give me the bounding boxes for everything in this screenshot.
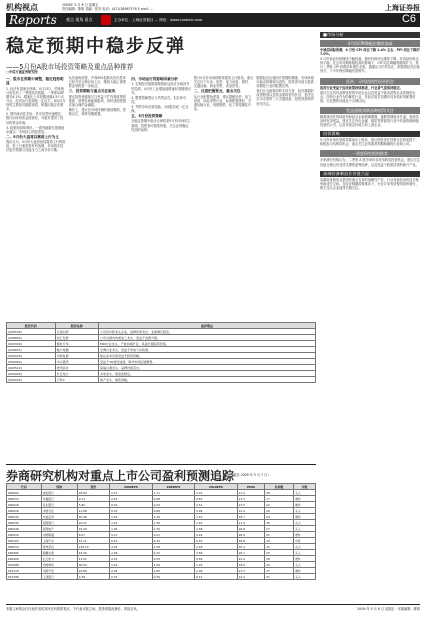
table-cell: 600900 (7, 556, 42, 562)
table-cell: 601088 (7, 562, 42, 568)
table-cell: 增持 (294, 502, 316, 508)
table-cell: 0.36 (152, 574, 195, 580)
article-column (256, 76, 316, 320)
section-heading: 三、投资策略与重点关注板块 (68, 89, 116, 94)
table-cell: 24.40 (77, 526, 109, 532)
table-cell: 0.86 (152, 508, 195, 514)
table-cell: 格力电器 (55, 347, 98, 353)
table-cell: 0.33 (110, 508, 153, 514)
table-cell: 1.71 (152, 490, 195, 496)
table-header-cell: 2008EPS (110, 484, 153, 490)
table-cell: 4.03 (110, 544, 153, 550)
table-cell: 600048 (7, 526, 42, 532)
table-cell: 600036 (7, 520, 42, 526)
table-cell: 6.07 (77, 532, 109, 538)
table-cell: 2.32 (152, 550, 195, 556)
table-cell: 600030 (7, 514, 42, 520)
table-header-cell: 股票名称 (55, 323, 98, 329)
page-subtitle: ——5月份A股市场投资策略及重点品种推荐 (6, 63, 134, 71)
box3-title: 受益通胀预期品种值得关注 (320, 107, 420, 114)
table-cell: 0.45 (110, 556, 153, 562)
paragraph: 1. 经济有望逐步回暖。4月13日，国家统计局发布了一季度经济数据。一季度GDP增长6.1%，增速比上年同期回落4.5个百分点。经济运行虽面临一定压力，但从3月份的主要经济数据来看，积极因素正在增多。 (6, 86, 66, 112)
table-cell: MDI行业龙头，产能持续扩张，具备长期投资价值。 (99, 341, 316, 347)
table-cell: 139.10 (77, 544, 109, 550)
tracking-row (7, 574, 316, 580)
masthead-strip (6, 3, 420, 11)
table-header-cell: 推荐理由 (99, 323, 316, 329)
column-name: 机构视点 (6, 2, 38, 12)
box3-text: 随着流动性持续宽松和经济企稳预期增强，通胀预期逐步升温，资源类品种有望受益。建议关注有色金属、煤炭等资源类行业中具备资源储备优势的公司，以及具备定价能力的上游企业。 (320, 114, 419, 128)
box1-title: 4月份CPI降幅在继续加深 (320, 40, 420, 47)
paragraph: 1. 宏观经济数据将继续验证经济企稳回升的趋势。4月份工业增加值增速有望继续回升。 (131, 82, 191, 95)
table-cell: 买入 (294, 526, 316, 532)
tracking-table (6, 483, 316, 580)
table-cell: 0.10 (110, 538, 153, 544)
table-cell: 1.69 (152, 562, 195, 568)
table-cell: 万科A (55, 377, 98, 383)
table-cell: 22 (265, 502, 294, 508)
box5-text: 多家研究机构认为，二季度 A 股市场仍存在结构性投资机会，建议关注估值合理且有业绩支撑的蓝筹品种，以及受益于政策扶持的新兴产业。 (320, 158, 420, 167)
section-heading: 五、5月份投资策略 (131, 114, 163, 119)
table-cell: 600585 (7, 550, 42, 556)
byline: □中信万通证券研究所 (6, 70, 38, 74)
table-cell: 高端白酒龙头，品牌价值突出。 (99, 365, 316, 371)
table-cell: 9.14 (77, 496, 109, 502)
paragraph: 建议投资者继续关注受益于扩内需政策的基建、消费及新能源板块，同时适度配置估值合理的金融股。 (68, 94, 126, 107)
table-cell: 44.86 (77, 568, 109, 574)
table-cell: 11.0 (237, 490, 265, 496)
tracking-title: 券商研究机构对重点上市公司盈利预测追踪 (6, 469, 235, 483)
picks-table-wrap (6, 322, 316, 460)
table-cell: 2.06 (195, 568, 238, 574)
box2-intro: 医药行业受益于医改政策持续推进，行业景气度保持稳定。 (320, 85, 403, 90)
table-cell: 0.55 (195, 538, 238, 544)
table-cell: 0.52 (195, 502, 238, 508)
table-cell: 600519 (7, 544, 42, 550)
table-cell: 0.09 (110, 568, 153, 574)
table-cell: 27 (265, 526, 294, 532)
box1-intro: 中诚信国际预测，4 月份 CPI 同比下降 1.4% 左右，PPI 同比下降约 7.0%。 (320, 48, 420, 57)
box2-text: 建议关注具有品牌优势的中药企业以及受益于基本药物目录的制药企业。医药行业作为防御性行业，在经济复苏初期仍具有较好的配置价值，行业整体估值处于合理区间。 (320, 90, 416, 103)
table-header-cell: 评级 (294, 484, 316, 490)
paragraph: 我们认为，5月份大盘将延续震荡上行的格局，但上行速度将有所放缓，市场将在经济复苏预期与估值压力之间寻求平衡。 (6, 140, 66, 153)
table-cell: 0.13 (110, 532, 153, 538)
table-cell: 11.08 (77, 508, 109, 514)
table-cell: 4.58 (152, 544, 195, 550)
table-cell: 30.4 (237, 544, 265, 550)
sidebar-section-title: ■市场分析 (320, 32, 420, 38)
editor-line: 责任编辑：陈明 美编：张杰 电话：(021)38967576 E-mail: ... (62, 7, 153, 11)
footer-text: 本版文章观点仅代表作者或其所在机构的观点，不代表本报立场。投资者据此操作，风险自负。 (6, 607, 140, 611)
footer-rule (6, 604, 420, 605)
table-cell: 12.2 (237, 574, 265, 580)
table-cell: 42.09 (77, 550, 109, 556)
table-cell: 1.36 (152, 514, 195, 520)
table-cell: 公司是中药龙头企业，品牌优势突出，业绩增长稳定。 (99, 329, 316, 335)
issue-info: 2009年 5 月 8 日 星期五 (62, 3, 99, 7)
table-cell: 1.43 (110, 514, 153, 520)
table-cell: (000651) (7, 347, 56, 353)
table-cell: 31 (265, 574, 294, 580)
logo-icon (101, 15, 111, 25)
table-cell: 13.5 (237, 502, 265, 508)
paragraph: 3. 外围市场走势趋稳，对A股形成一定支撑。 (131, 104, 189, 113)
table-cell: 18.8 (237, 526, 265, 532)
table-cell: (600519) (7, 365, 56, 371)
table-cell: 18.7 (237, 514, 265, 520)
table-cell: 28.8 (237, 538, 265, 544)
section-heading: 四、市场运行的影响因素分析 (131, 77, 178, 81)
table-cell: 贵州茅台 (55, 365, 98, 371)
table-cell: 600015 (7, 496, 42, 502)
table-cell: 18.84 (77, 490, 109, 496)
table-cell: 18.0 (237, 562, 265, 568)
paragraph: 2. 国内流动性充裕。货币信贷快速增长，银行间市场资金面宽松，为股市提供了较好的资金环境。 (6, 112, 65, 125)
tracking-divider (6, 464, 316, 465)
table-cell: 买入 (294, 562, 316, 568)
table-header-cell: PE09 (237, 484, 265, 490)
table-cell: 1.52 (195, 514, 238, 520)
table-header-cell: 股票代码 (7, 323, 56, 329)
table-cell: 上海汽车 (41, 538, 77, 544)
page-title: 稳定预期中稳步反弹 (6, 36, 186, 57)
table-cell: 16.22 (77, 520, 109, 526)
paragraph: 从行业配置角度看，建议超配医药、电力设备、商业零售行业，标准配置建材、交通运输行业，低配钢铁、化工等周期性行业。 (193, 94, 252, 111)
table-cell: 0.42 (110, 502, 153, 508)
table-cell: 增持 (294, 496, 316, 502)
table-cell: 32 (265, 544, 294, 550)
table-cell: 0.21 (152, 532, 195, 538)
table-cell: 水电龙头，现金流稳定。 (99, 371, 316, 377)
box6-text: 高端装备制造业是国家重点支持的战略性产业，行业具备较高的技术壁垒和成长空间。在经济刺激政策推动下，行业订单有望保持较快增长，相关龙头企业值得长期关注。 (320, 177, 419, 190)
paper-name: 上海证券报 (385, 3, 420, 12)
table-cell: 增持 (294, 514, 316, 520)
table-cell: (000895) (7, 335, 56, 341)
table-cell: 中国神华 (41, 562, 77, 568)
table-cell: 25.48 (77, 514, 109, 520)
table-cell: 0.42 (152, 538, 195, 544)
headline-area (6, 32, 306, 71)
table-cell: 公司为国内肉类加工龙头，受益于消费升级。 (99, 335, 316, 341)
table-cell: 增持 (294, 556, 316, 562)
box1-text: 4 月份食品价格继续小幅回落，猪肉价格环比继续下降，非食品价格走势平稳。在去年同期基数较高的影响下，CPI 同比降幅将继续扩大。预计二季度 CPI 将维持负增长态势，通缩压力仍然存在，但随着经济企稳回升，下半年物价降幅有望收窄。 (320, 57, 420, 74)
table-cell: (600026) (7, 353, 56, 359)
table-header-cell: 股价 (77, 484, 109, 490)
paragraph: 随着经济企稳回升预期的增强，市场风格可能由防御转向进攻，投资者可适当提高周期性行业的配置比例。 (256, 76, 314, 89)
table-cell: 增持 (294, 568, 316, 574)
table-cell: 1.93 (195, 562, 238, 568)
table-cell: 中国联通 (41, 532, 77, 538)
table-cell: 600000 (7, 490, 42, 496)
section-bar (6, 13, 420, 27)
table-cell: 27 (265, 568, 294, 574)
table-cell: 海螺水泥 (41, 550, 77, 556)
pick-row (7, 377, 316, 383)
table-cell: 烟台万华 (55, 341, 98, 347)
table-cell: 受益于3G建设加速，海外市场拓展顺利。 (99, 359, 316, 365)
table-cell: 0.26 (195, 532, 238, 538)
table-header-cell: 机构数 (265, 484, 294, 490)
table-cell: 30.50 (77, 562, 109, 568)
table-cell: 26 (265, 508, 294, 514)
table-cell: 民生银行 (41, 502, 77, 508)
table-cell: 1.36 (152, 520, 195, 526)
table-cell: 21 (265, 532, 294, 538)
table-cell: 13.4 (237, 496, 265, 502)
table-cell: 买入 (294, 490, 316, 496)
table-cell: 28 (265, 490, 294, 496)
table-cell: 5.95 (77, 502, 109, 508)
section-label: Reports (9, 13, 57, 27)
table-cell: 18 (265, 556, 294, 562)
table-cell: 19 (265, 538, 294, 544)
table-cell: 增持 (294, 532, 316, 538)
article-column (6, 76, 66, 320)
table-cell: 24 (265, 514, 294, 520)
article-column (69, 76, 129, 320)
table-cell: 28.9 (237, 532, 265, 538)
table-cell: 12.11 (77, 538, 109, 544)
table-cell: 0.33 (110, 574, 153, 580)
table-cell: 27.2 (237, 568, 265, 574)
table-cell: 2.28 (110, 550, 153, 556)
table-cell: 0.44 (152, 502, 195, 508)
article-column (194, 76, 254, 320)
section-heading: 二、注意把握要点，重点关注 (193, 89, 241, 94)
table-cell: 0.68 (152, 496, 195, 502)
table-cell: 0.98 (195, 508, 238, 514)
box4-text: 5 月份市场有望维持震荡向上格局，建议投资者在控制仓位的前提下，积极参与结构性机会，重点关注业绩改善预期明确的行业和公司。 (320, 138, 419, 147)
table-cell: 2.80 (195, 550, 238, 556)
table-cell: 1.42 (110, 562, 153, 568)
section-heading: 二、5月份大盘将以震荡上行为主 (6, 134, 59, 139)
table-cell: (000538) (7, 329, 56, 335)
sidebar (320, 32, 420, 602)
page-number: C6 (401, 13, 416, 25)
table-cell: 1.62 (195, 520, 238, 526)
table-cell: 25 (265, 550, 294, 556)
table-cell: 0.41 (195, 574, 238, 580)
table-cell: 0.69 (195, 556, 238, 562)
paragraph: 预计5月份市场将维持震荡上行格局，重点关注以下行业：医药、电力设备、建材、交通运输、商业零售、食品饮料。 (193, 76, 254, 89)
table-cell: 华夏银行 (41, 496, 77, 502)
table-cell: (000063) (7, 359, 56, 365)
picks-table (6, 322, 316, 383)
table-cell: (600900) (7, 371, 56, 377)
article-column (131, 76, 191, 320)
table-header-cell: 2009EPS (152, 484, 195, 490)
table-cell: 1.30 (152, 526, 195, 532)
box4-title: 投资策略 (320, 131, 420, 137)
table-cell: 0.59 (152, 556, 195, 562)
table-cell: 22.9 (237, 556, 265, 562)
table-cell: 13.52 (77, 556, 109, 562)
table-cell: 12.9 (237, 508, 265, 514)
table-cell: 买入 (294, 550, 316, 556)
table-cell: (000002) (7, 377, 56, 383)
table-cell: 工商银行 (41, 574, 77, 580)
tracking-table-wrap (6, 483, 316, 601)
table-cell: 空调行业龙头，受益于家电下乡政策。 (99, 347, 316, 353)
table-cell: 1.68 (195, 526, 238, 532)
table-cell: 0.81 (195, 496, 238, 502)
footer-ad: 2009 年 5 月 8 日 星期五 · 本版编辑：陈明 (357, 607, 420, 611)
table-cell: 1.43 (110, 520, 153, 526)
table-cell: 云南白药 (55, 329, 98, 335)
table-cell: 29 (265, 562, 294, 568)
notice: 主办单位：上海证券报社 ... 网址：www.cnstock.com (114, 17, 203, 22)
box2-title: 医药：寻找结构性投资机会 (320, 78, 420, 85)
table-cell: 中国平安 (41, 568, 77, 574)
table-cell: 1.57 (110, 490, 153, 496)
table-cell: (600309) (7, 341, 56, 347)
section-heading: 一、股市在预期中调整，稳定趋势明显 (6, 77, 64, 86)
paragraph: 3. 政策面持续利好。一系列稳增长措施逐步落实，市场信心明显恢复。 (6, 125, 65, 134)
table-cell: 贵州茅台 (41, 544, 77, 550)
tracking-note: （截至 2009 年 5 月 7 日） (230, 473, 271, 477)
table-cell: 17 (265, 496, 294, 502)
table-cell: 中性 (294, 538, 316, 544)
table-cell: 0.53 (110, 496, 153, 502)
table-cell: 4.39 (77, 574, 109, 580)
paragraph: 我们认为政策面的支持力度、经济数据的改善程度以及资金面的宽松状况，是决定后市走势的三大关键因素，投资者需保持密切关注。 (256, 89, 314, 106)
table-cell: 11.9 (237, 520, 265, 526)
table-cell: 中国石化 (41, 508, 77, 514)
table-cell: 浦发银行 (41, 490, 77, 496)
box5-title: 一季度研究机构推荐 (320, 150, 420, 157)
table-cell: 地产龙头，销售回暖。 (99, 377, 316, 383)
table-cell: 买入 (294, 520, 316, 526)
box6-title: 高端装备制造业价值凸显 (320, 171, 420, 177)
table-cell: 保利地产 (41, 526, 77, 532)
table-cell: 中信证券 (41, 514, 77, 520)
table-cell: 1.04 (110, 526, 153, 532)
table-cell: 5.48 (195, 544, 238, 550)
table-cell: 600050 (7, 532, 42, 538)
article-body (6, 70, 316, 320)
table-header-cell: 简称 (41, 484, 77, 490)
table-cell: 601398 (7, 574, 42, 580)
table-cell: 招商银行 (41, 520, 77, 526)
table-cell: 600016 (7, 502, 42, 508)
table-header-cell: 代码 (7, 484, 42, 490)
paragraph: 2. 限售股解禁压力仍然存在，但总体可控。 (131, 95, 187, 104)
table-cell: 1.65 (152, 568, 195, 574)
table-cell: 买入 (294, 544, 316, 550)
table-cell: 600028 (7, 508, 42, 514)
paragraph: 在稳定预期中稳步反弹将是5月份市场的主基调，投资者可继续持股，关注业绩确定性高的品种。 (131, 119, 191, 132)
table-cell: 长江电力 (41, 556, 77, 562)
table-cell: 18.1 (237, 550, 265, 556)
table-cell: 买入 (294, 574, 316, 580)
table-cell: 30 (265, 520, 294, 526)
table-header-cell: 2010EPS (195, 484, 238, 490)
table-cell: 2.01 (195, 490, 238, 496)
table-cell: 中兴通讯 (55, 359, 98, 365)
table-cell: 航运业务有望受益于经济回暖。 (99, 353, 316, 359)
table-cell: 长江电力 (55, 371, 98, 377)
table-cell: 中海发展 (55, 353, 98, 359)
table-cell: 601318 (7, 568, 42, 574)
paragraph: 从估值角度看，沪深300指数动态市盈率已回升至合理区间上沿，继续大幅上涨需要业绩的进一步验证。 (68, 76, 126, 89)
section-tag: 观点 视角 看点 (66, 17, 93, 22)
table-cell: 买入 (294, 508, 316, 514)
table-cell: 双汇发展 (55, 335, 98, 341)
paragraph: 操作上，建议在市场回调时逢低吸纳，控制仓位，保持均衡配置。 (68, 107, 126, 117)
table-cell: 600104 (7, 538, 42, 544)
